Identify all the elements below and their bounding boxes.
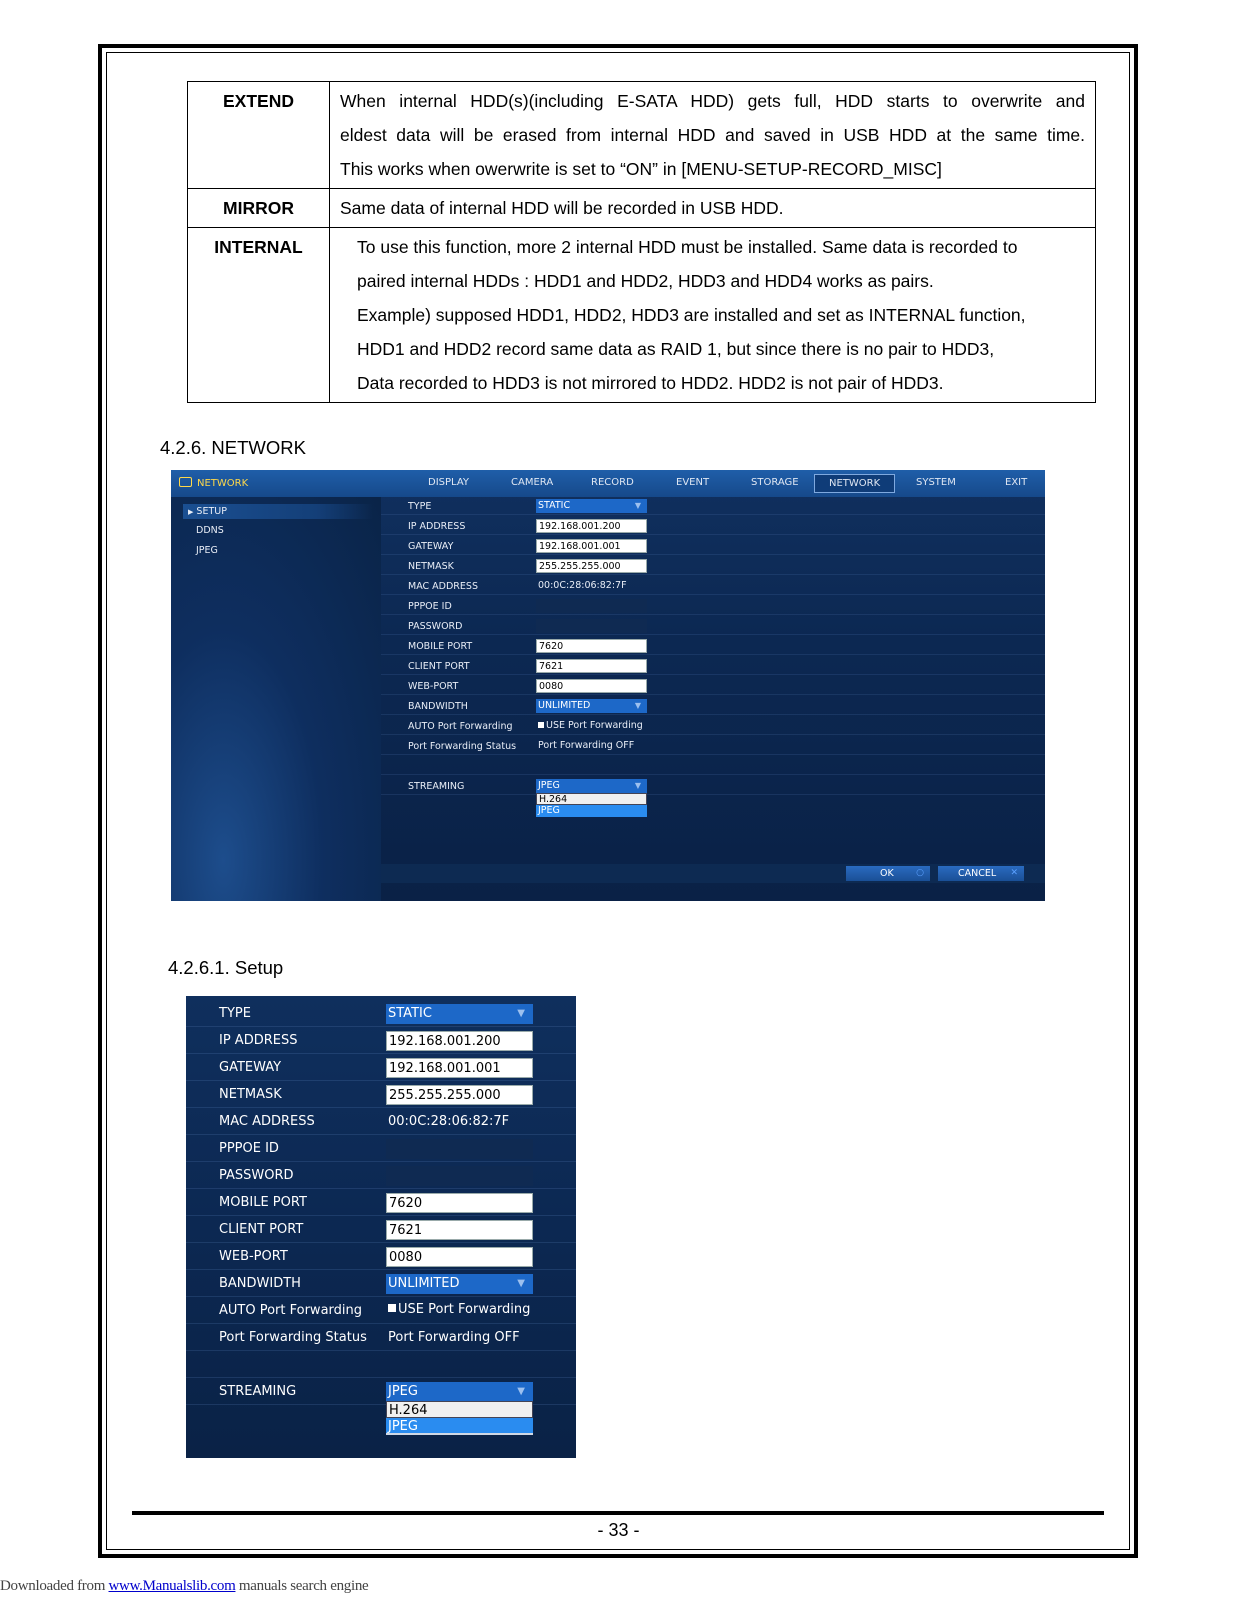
chevron-down-icon: ▼	[634, 701, 641, 710]
mode-description	[330, 189, 1096, 228]
storage-modes-table	[187, 81, 1096, 403]
settings-row	[381, 755, 1045, 775]
settings-row	[381, 615, 1045, 635]
type-label: TYPE	[219, 1006, 251, 1021]
type-label: TYPE	[408, 501, 432, 512]
chevron-down-icon: ▼	[517, 1278, 525, 1289]
streaming-option-jpeg[interactable]: JPEG	[386, 1418, 533, 1435]
mobile-port-input[interactable]: 7620	[536, 639, 647, 653]
close-icon: ✕	[1010, 868, 1018, 878]
web-port-input[interactable]: 0080	[536, 679, 647, 693]
pppoe-id-input[interactable]	[386, 1139, 533, 1159]
mode-key: MIRROR	[188, 189, 330, 228]
settings-row	[381, 595, 1045, 615]
port-forwarding-status-value: Port Forwarding OFF	[538, 740, 635, 751]
settings-row	[381, 495, 1045, 515]
netmask-input[interactable]: 255.255.255.000	[536, 559, 647, 573]
ok-button[interactable]	[846, 866, 930, 881]
ip-address-label: IP ADDRESS	[408, 521, 466, 532]
password-label: PASSWORD	[408, 621, 463, 632]
dvr-sidebar	[171, 497, 381, 901]
bandwidth-select[interactable]	[536, 699, 647, 713]
mobile-port-label: MOBILE PORT	[408, 641, 473, 652]
password-input[interactable]	[386, 1166, 533, 1186]
circle-icon: ○	[916, 868, 924, 878]
web-port-input[interactable]: 0080	[386, 1247, 533, 1267]
bandwidth-value: UNLIMITED	[538, 700, 591, 711]
checkbox-icon	[388, 1304, 396, 1312]
streaming-select[interactable]	[386, 1382, 533, 1402]
checkbox-label: USE Port Forwarding	[546, 720, 643, 731]
settings-row	[381, 675, 1045, 695]
auto-port-forwarding-label: AUTO Port Forwarding	[219, 1303, 362, 1318]
sidebar-item-jpeg[interactable]: JPEG	[196, 545, 218, 556]
password-input[interactable]	[536, 619, 647, 633]
description-line: This works when owerwrite is set to “ON” in [MENU-SETUP-RECORD_MISC]	[340, 159, 942, 179]
table-row	[188, 189, 1096, 228]
bandwidth-select[interactable]	[386, 1274, 533, 1294]
checkbox-icon	[538, 722, 544, 728]
section-heading: 4.2.6. NETWORK	[160, 437, 306, 458]
description-line: eldest data will be erased from internal HDD and saved in USB HDD at the same time.	[340, 125, 1085, 145]
settings-row	[186, 1351, 576, 1378]
settings-row	[381, 695, 1045, 715]
type-value: STATIC	[538, 500, 571, 511]
tab-event[interactable]: EVENT	[676, 477, 710, 488]
sidebar-item-ddns[interactable]: DDNS	[196, 525, 224, 536]
streaming-label: STREAMING	[408, 781, 465, 792]
table-row	[188, 228, 1096, 403]
dvr-menu-title	[179, 477, 248, 489]
description-line: Example) supposed HDD1, HDD2, HDD3 are installed and set as INTERNAL function,	[357, 305, 1026, 325]
description-line: Same data of internal HDD will be recorded in USB HDD.	[340, 198, 784, 218]
streaming-label: STREAMING	[219, 1384, 297, 1399]
use-port-forwarding-checkbox[interactable]	[386, 1300, 533, 1320]
cancel-button[interactable]	[938, 866, 1024, 881]
auto-port-forwarding-label: AUTO Port Forwarding	[408, 721, 513, 732]
settings-row	[381, 575, 1045, 595]
settings-row	[381, 775, 1045, 795]
sidebar-item-label: SETUP	[196, 506, 227, 517]
chevron-down-icon: ▼	[634, 501, 641, 510]
ip-address-input[interactable]: 192.168.001.200	[386, 1031, 533, 1051]
settings-row	[381, 655, 1045, 675]
use-port-forwarding-checkbox[interactable]	[536, 719, 647, 733]
gateway-label: GATEWAY	[408, 541, 454, 552]
checkbox-label: USE Port Forwarding	[398, 1302, 531, 1317]
streaming-select[interactable]	[536, 779, 647, 793]
bandwidth-value: UNLIMITED	[388, 1276, 460, 1291]
mode-description	[330, 82, 1096, 189]
footer-rule	[132, 1511, 1104, 1515]
tab-camera[interactable]: CAMERA	[511, 477, 554, 488]
streaming-option-jpeg[interactable]: JPEG	[536, 805, 647, 817]
web-port-label: WEB-PORT	[408, 681, 459, 692]
ip-address-input[interactable]: 192.168.001.200	[536, 519, 647, 533]
mac-address-label: MAC ADDRESS	[219, 1114, 315, 1129]
mac-address-value: 00:0C:28:06:82:7F	[388, 1114, 510, 1129]
mobile-port-input[interactable]: 7620	[386, 1193, 533, 1213]
client-port-input[interactable]: 7621	[386, 1220, 533, 1240]
tab-record[interactable]: RECORD	[591, 477, 634, 488]
description-line: HDD1 and HDD2 record same data as RAID 1, but since there is no pair to HDD3,	[357, 339, 995, 359]
cancel-label: CANCEL	[958, 868, 997, 879]
port-forwarding-status-label: Port Forwarding Status	[408, 741, 517, 752]
description-line: When internal HDD(s)(including E-SATA HDD) gets full, HDD starts to overwrite and	[340, 91, 1085, 111]
client-port-input[interactable]: 7621	[536, 659, 647, 673]
dvr-setup-zoom	[186, 996, 576, 1458]
netmask-input[interactable]: 255.255.255.000	[386, 1085, 533, 1105]
password-label: PASSWORD	[219, 1168, 294, 1183]
type-value: STATIC	[388, 1006, 432, 1021]
tab-exit[interactable]: EXIT	[1005, 477, 1028, 488]
caret-right-icon: ▶	[188, 508, 194, 516]
netmask-label: NETMASK	[408, 561, 454, 572]
pppoe-id-input[interactable]	[536, 599, 647, 613]
ip-address-label: IP ADDRESS	[219, 1033, 298, 1048]
tab-network[interactable]: NETWORK	[814, 474, 895, 493]
table-row	[188, 82, 1096, 189]
bandwidth-label: BANDWIDTH	[408, 701, 468, 712]
chevron-down-icon: ▼	[517, 1008, 525, 1019]
tab-storage[interactable]: STORAGE	[751, 477, 799, 488]
mode-key: EXTEND	[188, 82, 330, 189]
type-select[interactable]	[536, 499, 647, 513]
description-line: Data recorded to HDD3 is not mirrored to HDD2. HDD2 is not pair of HDD3.	[357, 373, 944, 393]
gateway-input[interactable]: 192.168.001.001	[536, 539, 647, 553]
port-forwarding-status-label: Port Forwarding Status	[219, 1330, 367, 1345]
page-number: - 33 -	[597, 1520, 640, 1540]
tab-system[interactable]: SYSTEM	[916, 477, 956, 488]
client-port-label: CLIENT PORT	[219, 1222, 304, 1237]
mac-address-value: 00:0C:28:06:82:7F	[538, 580, 627, 591]
settings-row	[381, 635, 1045, 655]
ok-label: OK	[880, 868, 894, 879]
web-port-label: WEB-PORT	[219, 1249, 288, 1264]
streaming-value: JPEG	[538, 780, 560, 791]
mode-key: INTERNAL	[188, 228, 330, 403]
settings-row	[381, 515, 1045, 535]
subsection-heading: 4.2.6.1. Setup	[168, 957, 284, 978]
client-port-label: CLIENT PORT	[408, 661, 470, 672]
mode-description	[330, 228, 1096, 403]
pppoe-id-label: PPPOE ID	[408, 601, 452, 612]
gateway-label: GATEWAY	[219, 1060, 282, 1075]
footer-suffix: manuals search engine	[235, 1578, 369, 1594]
sidebar-item-setup[interactable]	[183, 504, 373, 519]
pppoe-id-label: PPPOE ID	[219, 1141, 279, 1156]
manualslib-link[interactable]: www.Manualslib.com	[108, 1578, 236, 1594]
mobile-port-label: MOBILE PORT	[219, 1195, 307, 1210]
footer-prefix: Downloaded from	[0, 1578, 109, 1594]
netmask-label: NETMASK	[219, 1087, 282, 1102]
mac-address-label: MAC ADDRESS	[408, 581, 478, 592]
bandwidth-label: BANDWIDTH	[219, 1276, 301, 1291]
chevron-down-icon: ▼	[634, 781, 641, 790]
streaming-option-h264[interactable]: H.264	[386, 1401, 533, 1418]
chevron-down-icon: ▼	[517, 1386, 525, 1397]
port-forwarding-status-value: Port Forwarding OFF	[388, 1330, 520, 1345]
settings-row	[381, 535, 1045, 555]
dvr-network-screen	[171, 470, 1045, 901]
dvr-title-label: NETWORK	[197, 478, 249, 489]
description-line: To use this function, more 2 internal HDD must be installed. Same data is recorded to	[357, 237, 1018, 257]
download-footer	[0, 1578, 368, 1595]
monitor-icon	[179, 477, 192, 487]
gateway-input[interactable]: 192.168.001.001	[386, 1058, 533, 1078]
type-select[interactable]	[386, 1004, 533, 1024]
description-line: paired internal HDDs : HDD1 and HDD2, HDD3 and HDD4 works as pairs.	[357, 271, 934, 291]
streaming-option-h264[interactable]: H.264	[536, 793, 647, 805]
tab-display[interactable]: DISPLAY	[428, 477, 470, 488]
settings-row	[381, 555, 1045, 575]
streaming-value: JPEG	[388, 1384, 418, 1399]
